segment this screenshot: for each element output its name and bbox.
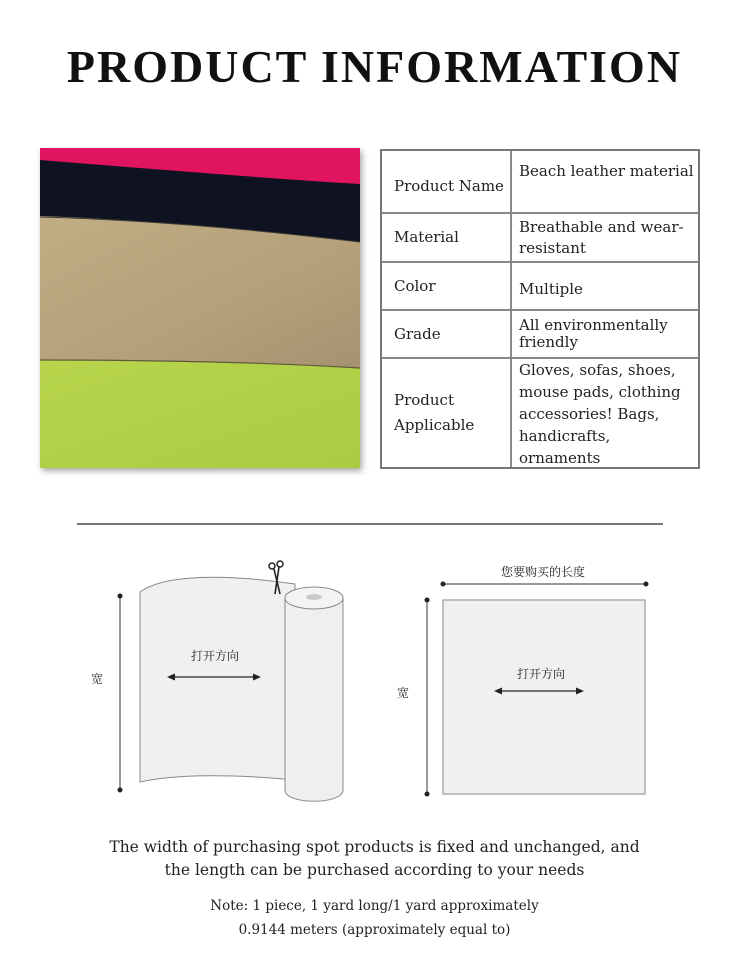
spec-label: Material [382,214,512,261]
sheet-open-direction-label: 打开方向 [517,667,566,681]
spec-label: Product Applicable [382,359,512,467]
spec-value: Breathable and wear-resistant [519,218,684,257]
spec-row-product-name [382,151,698,214]
spec-row-material [382,214,698,263]
sheet-width-label: 宽 [397,686,410,700]
note-line: Note: 1 piece, 1 yard long/1 yard approximately [210,898,539,914]
green-stripe [40,360,360,468]
roll-open-direction-label: 打开方向 [191,649,240,663]
sheet-diagram [390,560,660,810]
roll-diagram [85,560,355,810]
spec-value: Beach leather material [519,162,694,180]
spec-row-grade [382,311,698,359]
spec-row-applicable [382,359,698,467]
spec-value: All environmentally friendly [519,316,668,351]
page-title: PRODUCT INFORMATION [66,41,683,92]
spec-row-color [382,263,698,311]
description-line: the length can be purchased according to your needs [164,861,585,879]
leather-swatch-image [40,148,360,468]
spec-label: Grade [382,311,512,357]
yard-note [0,894,749,942]
spec-value: Gloves, sofas, shoes, mouse pads, clothing accessories! Bags, handicrafts, ornaments [519,361,681,467]
spec-value: Multiple [519,279,583,298]
spec-label: Color [382,263,512,309]
gold-stripe [40,216,360,370]
roll-width-label: 宽 [91,672,104,686]
purchase-description [0,836,749,882]
spec-table [380,149,700,469]
section-divider [77,523,663,525]
note-line: 0.9144 meters (approximately equal to) [238,922,511,938]
purchase-length-label: 您要购买的长度 [501,565,586,579]
description-line: The width of purchasing spot products is fixed and unchanged, and [109,838,640,856]
spec-label: Product Name [382,151,512,212]
